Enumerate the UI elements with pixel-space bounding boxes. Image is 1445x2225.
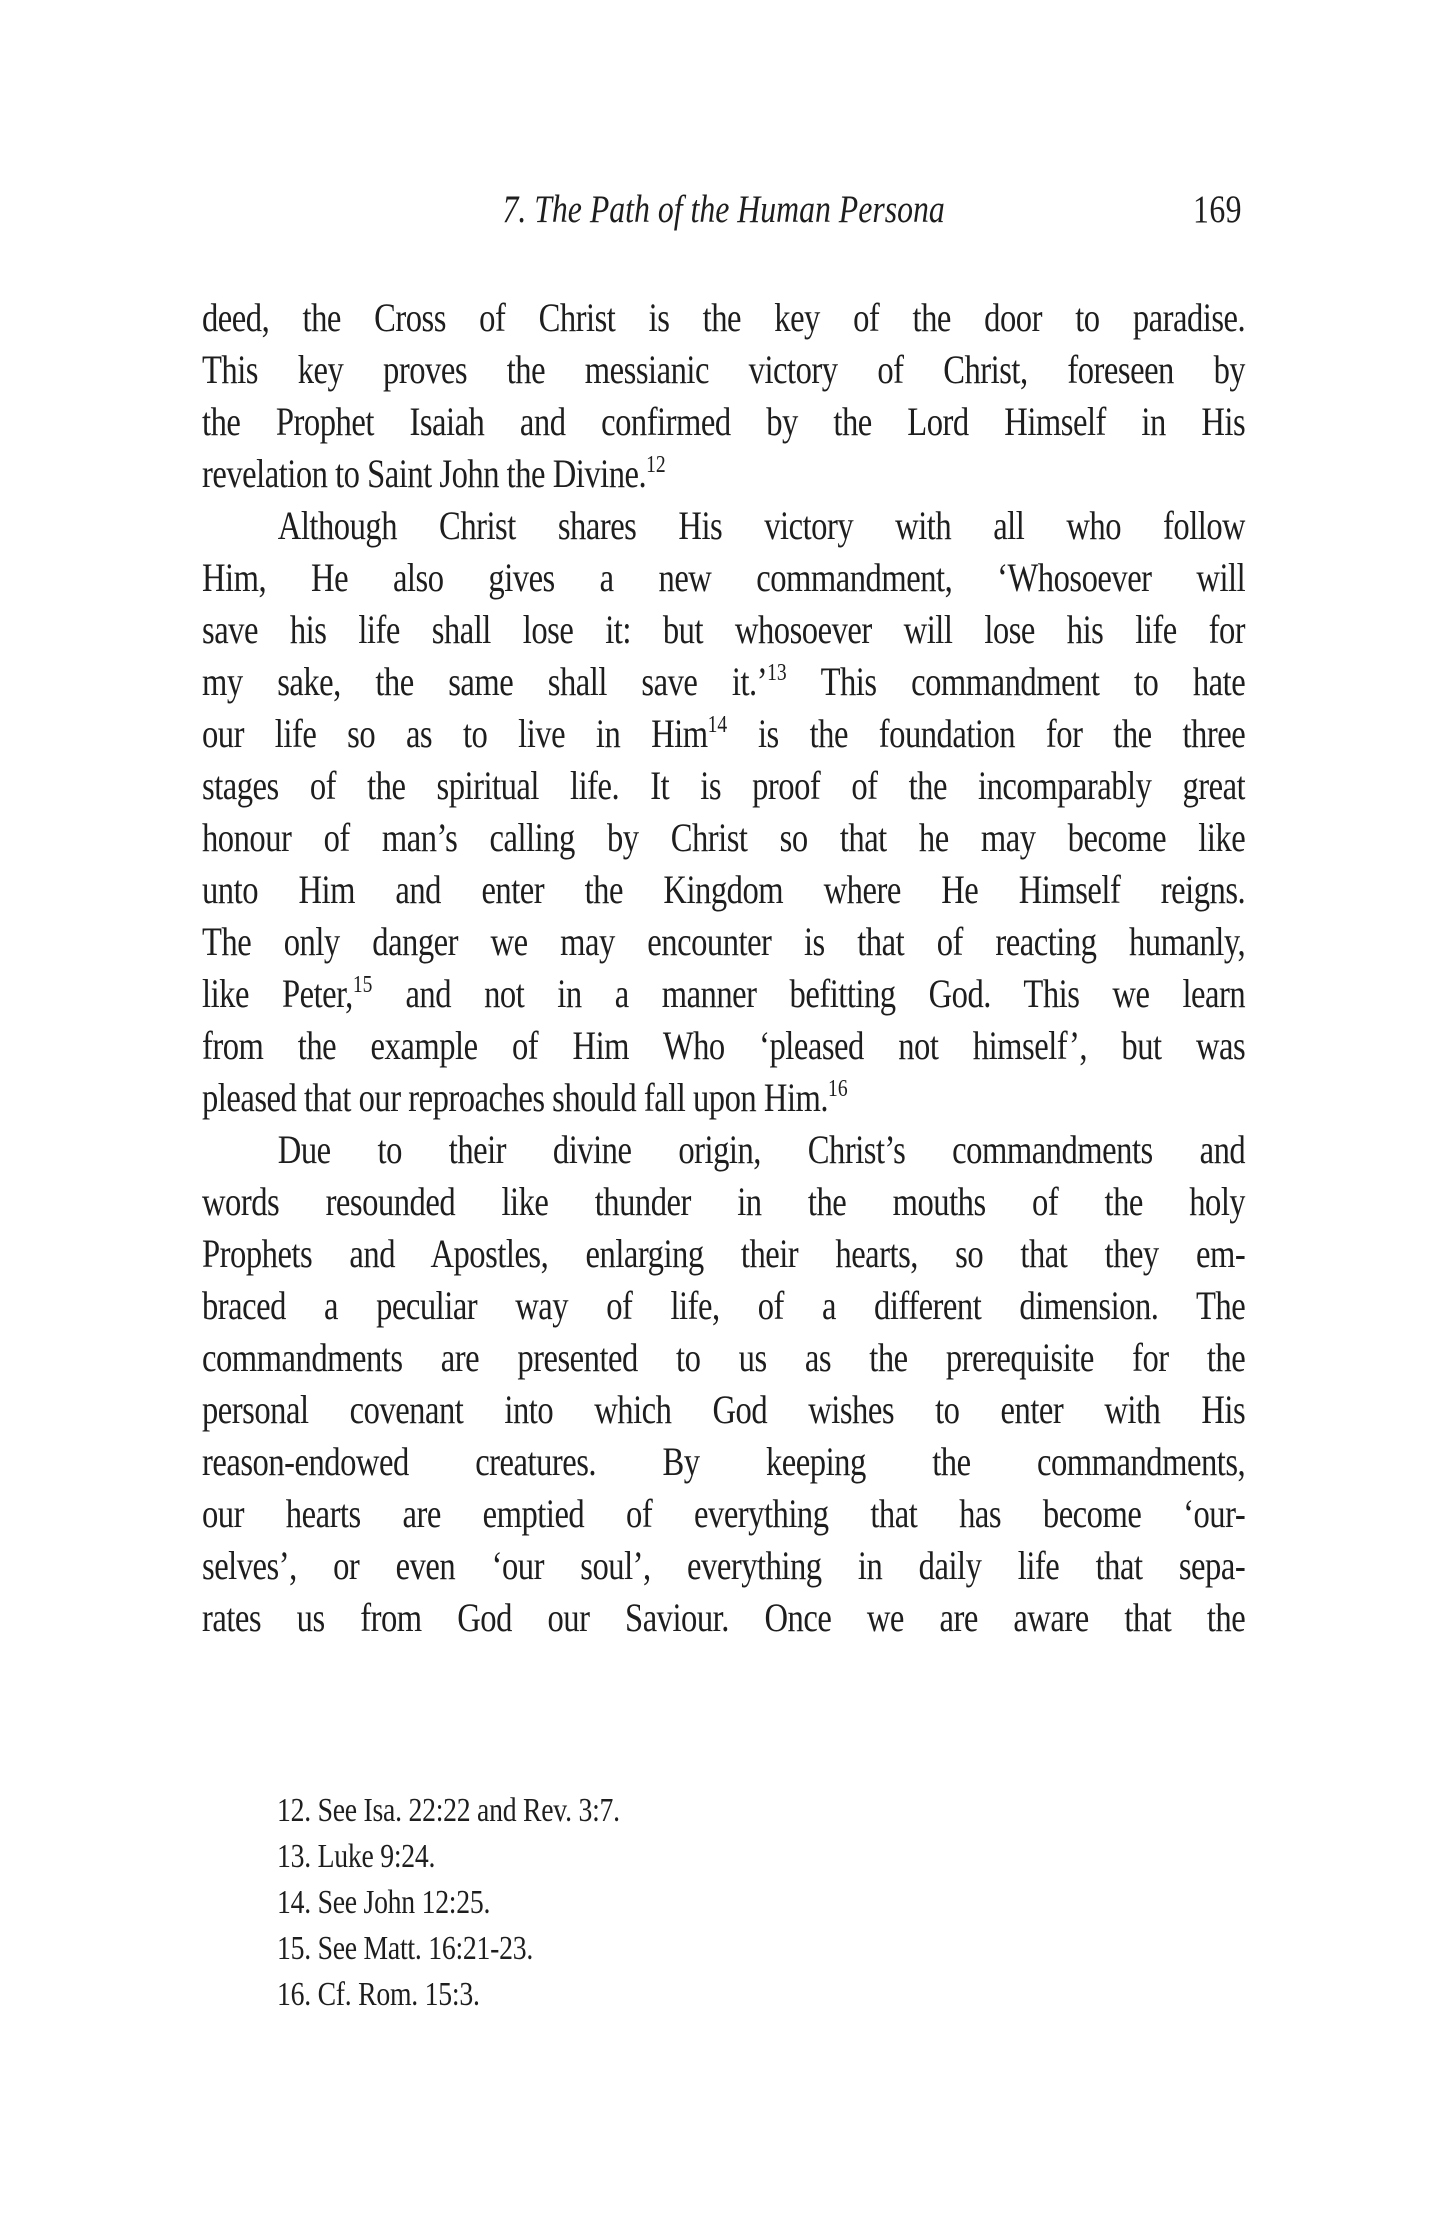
text-line: selves’, or even ‘our soul’, everything in daily life that sepa-: [202, 1543, 1246, 1588]
text-line: The only danger we may encounter is that of reacting humanly,: [202, 919, 1246, 964]
footnote-ref: 13: [767, 660, 787, 686]
footnote-line: 16. Cf. Rom. 15:3.: [276, 1976, 480, 2013]
text-line: rates us from God our Saviour. Once we are aware that the: [202, 1595, 1246, 1640]
text-line: honour of man’s calling by Christ so that he may become like: [202, 815, 1246, 860]
text-line: save his life shall lose it: but whosoever will lose his life for: [202, 607, 1246, 652]
text-line: our hearts are emptied of everything that has become ‘our-: [202, 1491, 1246, 1536]
text-line: from the example of Him Who ‘pleased not himself’, but was: [202, 1023, 1246, 1068]
footnotes: [277, 1788, 620, 2018]
footnote-ref: 12: [646, 452, 666, 478]
text-line: our life so as to live in Him$^{14}$ is the foundation for the three: [202, 711, 1246, 756]
footnote-line: 14. See John 12:25.: [276, 1884, 491, 1921]
text-line: Prophets and Apostles, enlarging their hearts, so that they em-: [202, 1231, 1246, 1276]
text-line: Him, He also gives a new commandment, ‘Whosoever will: [202, 555, 1246, 600]
page-number: 169: [1193, 188, 1242, 231]
footnote-ref: 16: [828, 1076, 848, 1102]
text-line: revelation to Saint John the Divine.$^{12}$: [202, 451, 666, 496]
footnote-line: 13. Luke 9:24.: [276, 1838, 436, 1875]
text-column: [202, 0, 1245, 2225]
text-line: the Prophet Isaiah and confirmed by the Lord Himself in His: [202, 399, 1246, 444]
footnote-line: 15. See Matt. 16:21-23.: [276, 1930, 534, 1967]
text-line: stages of the spiritual life. It is proof of the incomparably great: [202, 763, 1246, 808]
text-line: deed, the Cross of Christ is the key of the door to paradise.: [202, 295, 1246, 340]
footnote-line: 12. See Isa. 22:22 and Rev. 3:7.: [276, 1792, 620, 1829]
text-line: Although Christ shares His victory with all who follow: [277, 503, 1246, 548]
text-line: my sake, the same shall save it.’$^{13}$ This commandment to hate: [202, 659, 1246, 704]
text-line: like Peter,$^{15}$ and not in a manner befitting God. This we learn: [202, 971, 1246, 1016]
text-line: This key proves the messianic victory of Christ, foreseen by: [202, 347, 1246, 392]
footnote-ref: 14: [707, 712, 728, 738]
text-line: braced a peculiar way of life, of a different dimension. The: [202, 1283, 1246, 1328]
text-line: pleased that our reproaches should fall upon Him.$^{16}$: [202, 1075, 848, 1120]
page-header: [202, 186, 1245, 234]
text-line: Due to their divine origin, Christ’s commandments and: [277, 1127, 1246, 1172]
text-line: words resounded like thunder in the mouths of the holy: [202, 1179, 1246, 1224]
footnote-ref: 15: [352, 972, 373, 998]
text-line: unto Him and enter the Kingdom where He Himself reigns.: [202, 867, 1246, 912]
text-line: commandments are presented to us as the prerequisite for the: [202, 1335, 1246, 1380]
running-title: 7. The Path of the Human Persona: [502, 188, 945, 231]
body-text: [202, 292, 1245, 1644]
text-line: personal covenant into which God wishes to enter with His: [202, 1387, 1246, 1432]
text-line: reason-endowed creatures. By keeping the commandments,: [202, 1439, 1246, 1484]
